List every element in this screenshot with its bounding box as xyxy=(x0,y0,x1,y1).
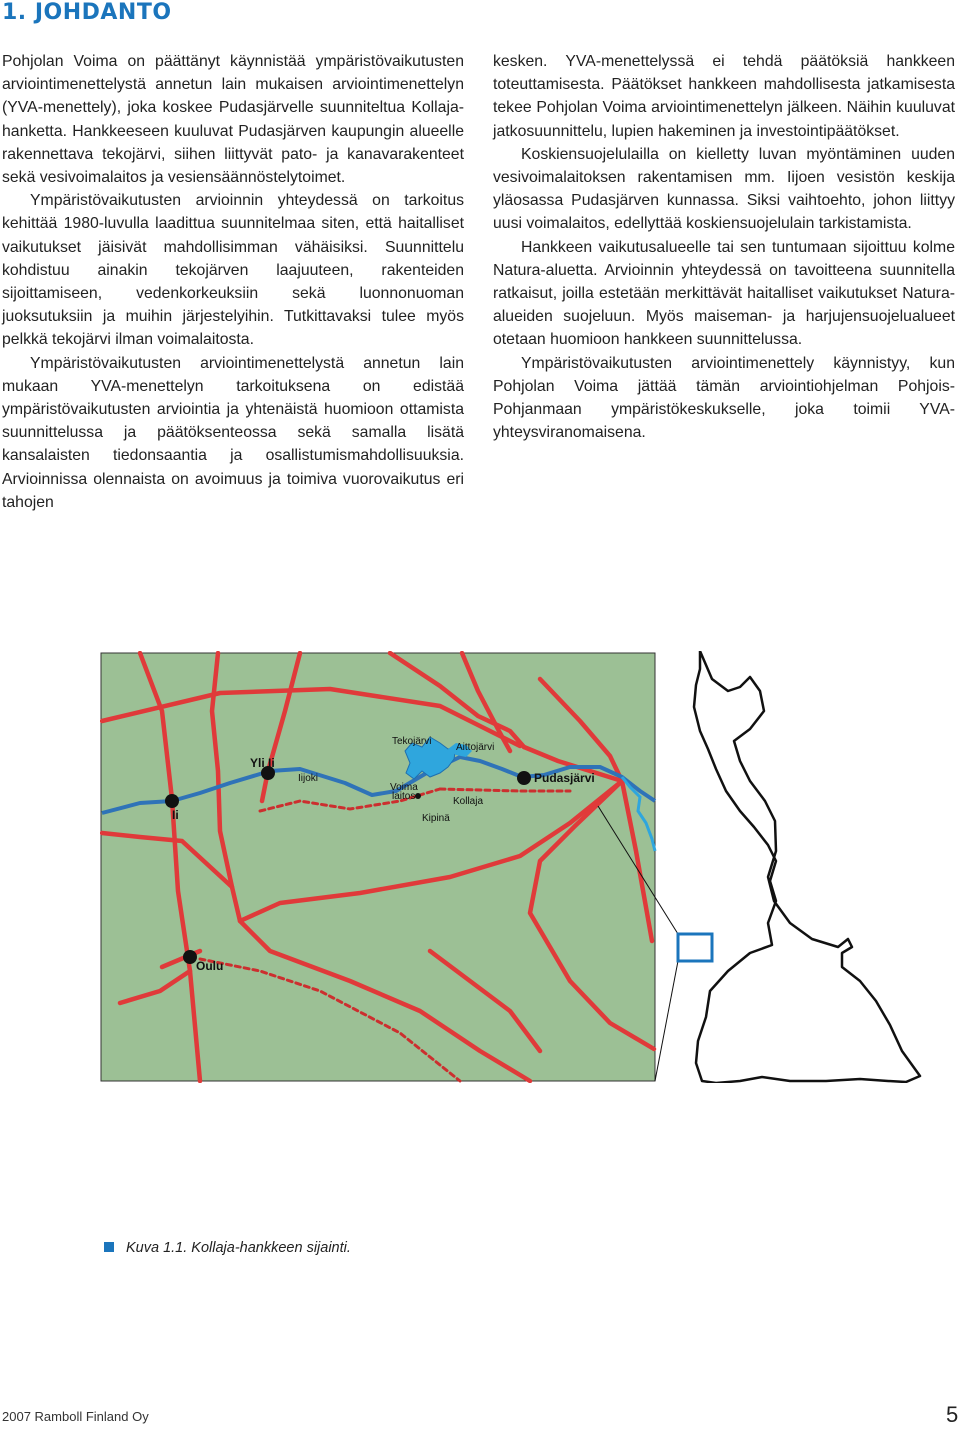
left-paragraph-3: Ympäristövaikutusten arviointimenettelystä annetun lain mukaan YVA-menettelyn tarkoituksena on edistää ympäristövaikutusten arviointia ja yhtenäistä huomioon ottamista suunnittelussa ja päätöksenteossa sekä samalla lisätä kansalaisten tiedonsaantia ja osallistumismahdollisuuksia. Arvioinnissa olennaista on avoimuus ja toimiva vuorovaikutus eri tahojen xyxy=(2,354,464,511)
footer-copyright: 2007 Ramboll Finland Oy xyxy=(2,1409,149,1424)
label-tekojarvi: Tekojärvi xyxy=(392,736,432,747)
left-paragraph-2: Ympäristövaikutusten arvioinnin yhteydessä on tarkoitus kehittää 1980-luvulla laadittua suunnitelmaa siten, että haitalliset vaikutukset jäisivät mahdollisimman vähäisiksi. Suunnittelu kohdistuu ainakin tekojärven laajuuteen, rakenteiden sijoittamiseen, vedenkorkeuksiin sekä luonnonuoman juoksutuksiin ja muihin järjestelyihin. Tutkittavaksi tulee myös pelkkä tekojärvi ilman voimalaitosta. xyxy=(2,192,464,349)
label-kollaja: Kollaja xyxy=(453,796,484,807)
right-paragraph-1: kesken. YVA-menettelyssä ei tehdä päätöksiä hankkeen toteuttamisesta. Päätökset hankkeen mahdollisesta jatkamisesta tekee Pohjolan Voima arviointimenettelyn jälkeen. Näihin kuuluvat jatkosuunnittelu, lupien hakeminen ja investointipäätökset. xyxy=(493,53,955,140)
label-yli-ii: Yli Ii xyxy=(250,756,275,770)
label-iijoki: Iijoki xyxy=(298,773,319,784)
pudasjarvi-town-marker xyxy=(517,771,531,785)
left-paragraph-1: Pohjolan Voima on päättänyt käynnistää ympäristövaikutusten arviointimenettelystä annetun lain mukaisen arviointimenettelyn (YVA-menettely), joka koskee Pudasjärvelle suunniteltua Kollaja-hanketta. Hankkeeseen kuuluvat Pudasjärven kaupungin alueelle rakennettava tekojärvi, siihen liittyvät pato- ja kanavarakenteet sekä vesivoimalaitos ja vesiensäännöstelytoimet. xyxy=(2,53,464,187)
location-map-figure xyxy=(100,651,958,1083)
caption-bullet-icon xyxy=(104,1242,114,1252)
oulu-town-marker xyxy=(183,950,197,964)
ii-town-marker xyxy=(165,794,179,808)
regional-map-panel xyxy=(101,653,655,1081)
section-heading: 1. JOHDANTO xyxy=(2,0,172,25)
label-ii: Ii xyxy=(172,808,179,822)
label-oulu: Oulu xyxy=(196,959,224,973)
figure-caption xyxy=(104,1240,351,1256)
label-voima: Voima xyxy=(390,782,418,793)
right-paragraph-2: Koskiensuojelulailla on kielletty luvan myöntäminen uuden vesivoimalaitoksen rakentamisen mm. Iijoen vesistön keskija yläosassa Pudasjärven kunnassa. Siksi vaihtoehto, johon liittyy uusi voimalaitos, edellyttää koskiensuojelulain tarkistamista. xyxy=(493,145,955,233)
power-plant-marker xyxy=(415,793,421,799)
location-frame xyxy=(678,934,712,961)
right-column xyxy=(493,50,955,444)
leader-line-bottom xyxy=(655,961,678,1081)
right-paragraph-4: Ympäristövaikutusten arviointimenettely käynnistyy, kun Pohjolan Voima jättää tämän arviointiohjelman Pohjois-Pohjanmaan ympäristökeskukselle, joka toimii YVA-yhteysviranomaisena. xyxy=(493,354,955,442)
page-number: 5 xyxy=(946,1402,959,1427)
label-aittojarvi: Aittojärvi xyxy=(456,742,495,753)
right-paragraph-3: Hankkeen vaikutusalueelle tai sen tuntumaan sijoittuu kolme Natura-aluetta. Arvioinnin yhteydessä on tavoitteena suunnitella ratkaisut, joilla estetään merkittävät haitalliset vaikutukset Natura-alueiden suojeluun. Myös maiseman- ja harjujensuojelualueet otetaan huomioon hankkeen suunnittelussa. xyxy=(493,238,955,349)
location-map-svg xyxy=(100,651,958,1083)
caption-text: Kuva 1.1. Kollaja-hankkeen sijainti. xyxy=(126,1240,351,1256)
label-laitos: laitos xyxy=(392,791,416,802)
label-kipina: Kipinä xyxy=(422,813,450,824)
label-pudasjarvi: Pudasjärvi xyxy=(534,771,595,785)
finland-outline xyxy=(694,651,920,1083)
left-column xyxy=(2,50,464,514)
